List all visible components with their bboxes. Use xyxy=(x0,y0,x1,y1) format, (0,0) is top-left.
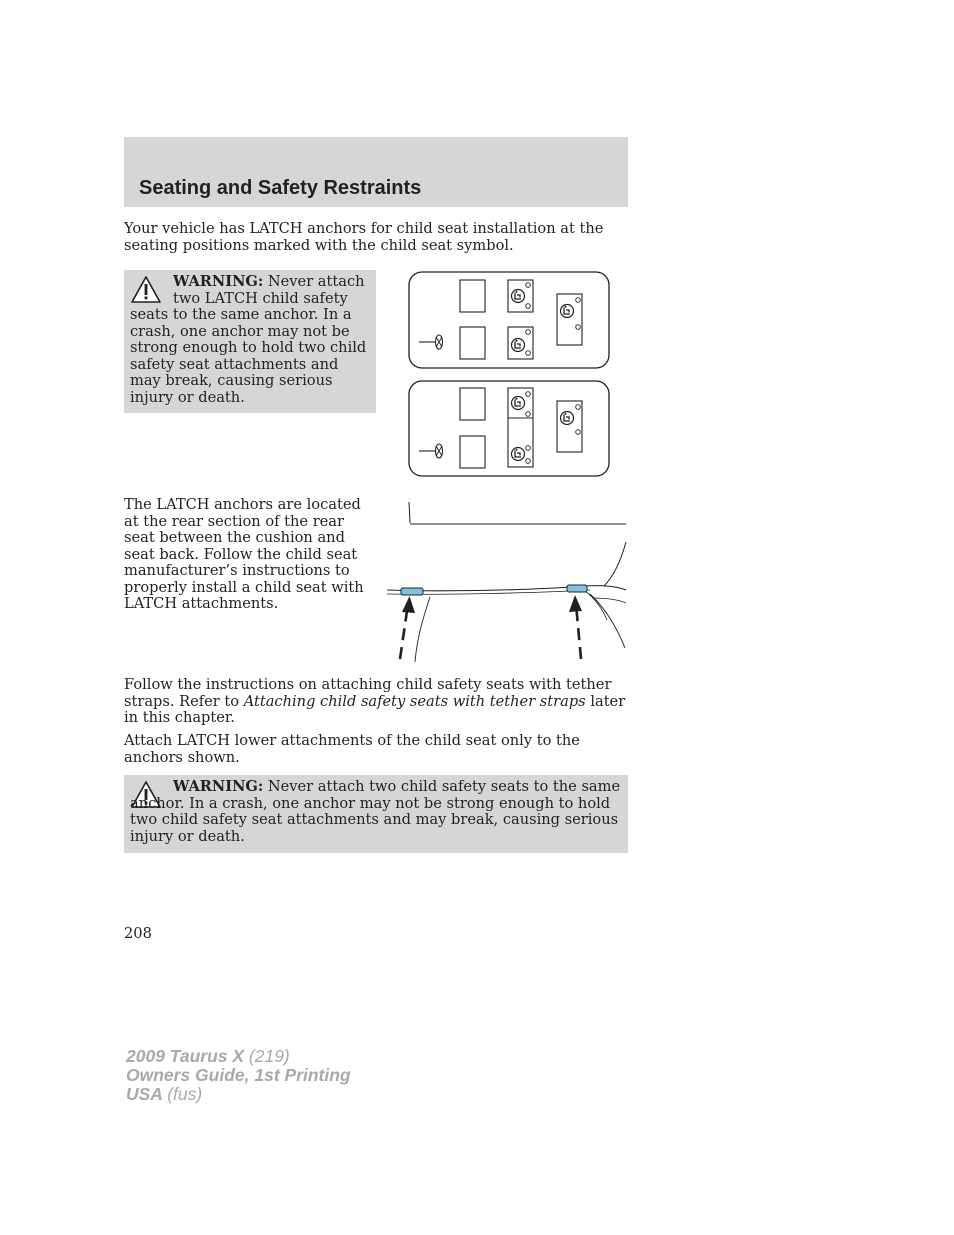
document-footer xyxy=(126,1047,351,1104)
warning-text: Never attach two child safety seats to the same anchor. In a crash, one anchor may not be strong enough to hold two child safety seat attachments and may break, causing serious injury or death. xyxy=(130,778,621,845)
arrow-icon xyxy=(400,596,415,659)
latch-anchor-right xyxy=(567,585,587,592)
cross-reference-link-text: Attaching child safety seats with tether straps xyxy=(243,692,586,710)
latch-anchor-left xyxy=(401,588,423,595)
child-seat-symbol-icon xyxy=(512,448,525,461)
footer-market-code: (fus) xyxy=(167,1084,203,1104)
child-seat-symbol-icon xyxy=(512,397,525,410)
section-title: Seating and Safety Restraints xyxy=(139,177,422,199)
child-seat-symbol-icon xyxy=(561,412,574,425)
latch-location-paragraph: The LATCH anchors are located at the rear section of the rear seat between the cushion and seat back. Follow the child seat manufacturer’s instructions to properly install a child seat with LATCH attachments. xyxy=(124,496,364,612)
warning-text-line1: Never attach xyxy=(267,273,365,290)
attach-paragraph: Attach LATCH lower attachments of the child seat only to the anchors shown. xyxy=(124,732,580,766)
footer-model-code: (219) xyxy=(248,1046,290,1066)
footer-model: 2009 Taurus X xyxy=(126,1046,245,1066)
tether-paragraph: Follow the instructions on attaching child safety seats with tether straps. Refer to Attaching child safety seats with tether straps later in this chapter. xyxy=(124,676,626,726)
seating-diagram-configuration-2 xyxy=(409,381,609,476)
warning-label: WARNING: xyxy=(173,778,264,795)
footer-guide: Owners Guide, 1st Printing xyxy=(126,1065,351,1085)
child-seat-symbol-icon xyxy=(512,290,525,303)
warning-box-2 xyxy=(124,775,628,853)
seating-position-diagrams xyxy=(407,270,612,480)
latch-anchor-illustration xyxy=(385,498,630,664)
footer-market: USA xyxy=(126,1084,163,1104)
arrow-icon xyxy=(569,595,582,659)
child-seat-symbol-icon xyxy=(561,305,574,318)
warning-label: WARNING: xyxy=(173,273,264,290)
child-seat-symbol-icon xyxy=(512,339,525,352)
page-number: 208 xyxy=(124,925,152,942)
intro-paragraph: Your vehicle has LATCH anchors for child seat installation at the seating positions marked with the child seat symbol. xyxy=(124,220,604,254)
seating-diagram-configuration-1 xyxy=(409,272,609,368)
warning-box-1 xyxy=(124,270,376,413)
warning-text: two LATCH child safety seats to the same anchor. In a crash, one anchor may not be strong enough to hold two child safety seat attachments and may break, causing serious injury or death. xyxy=(130,289,367,406)
